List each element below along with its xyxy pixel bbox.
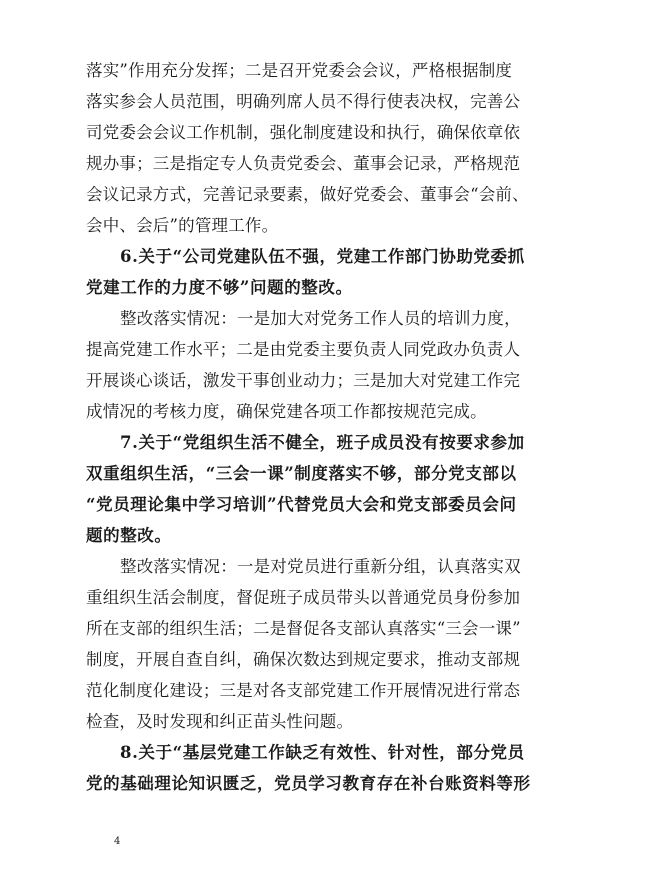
section-heading-line: 党的基础理论知识匮乏，党员学习教育存在补台账资料等形 [86,774,531,793]
body-text-line: 制度，开展自查自纠，确保次数达到规定要求，推动支部规 [86,650,521,669]
body-text-line: 会中、会后”的管理工作。 [86,216,279,235]
body-text-line: 落实”作用充分发挥；二是召开党委会会议，严格根据制度 [86,61,513,80]
body-text-line: 规办事；三是指定专人负责党委会、董事会记录，严格规范 [86,154,521,173]
body-text-line: 会议记录方式，完善记录要素，做好党委会、董事会“会前、 [86,185,529,204]
body-text-line: 重组织生活会制度，督促班子成员带头以普通党员身份参加 [86,588,521,607]
section-heading-line: 8.关于“基层党建工作缺乏有效性、针对性，部分党员 [120,743,525,762]
document-body [86,55,556,799]
body-text-line: 整改落实情况：一是加大对党务工作人员的培训力度， [120,309,521,328]
section-heading-line: 7.关于“党组织生活不健全，班子成员没有按要求参加 [120,433,525,452]
body-text-line: 落实参会人员范围，明确列席人员不得行使表决权，完善公 [86,92,521,111]
body-text-line: 司党委会会议工作机制，强化制度建设和执行，确保依章依 [86,123,521,142]
section-heading-line: “党员理论集中学习培训”代替党员大会和党支部委员会问 [86,495,517,514]
section-heading-line: 党建工作的力度不够”问题的整改。 [86,278,353,297]
section-heading-line: 6.关于“公司党建队伍不强，党建工作部门协助党委抓 [120,247,525,266]
body-text-line: 范化制度化建设；三是对各支部党建工作开展情况进行常态 [86,681,521,700]
section-heading-line: 双重组织生活，“三会一课”制度落实不够，部分党支部以 [86,464,517,483]
section-heading-line: 题的整改。 [86,526,172,545]
body-text-line: 开展谈心谈话，激发干事创业动力；三是加大对党建工作完 [86,371,521,390]
body-text-line: 提高党建工作水平；二是由党委主要负责人同党政办负责人 [86,340,521,359]
body-text-line: 成情况的考核力度，确保党建各项工作都按规范完成。 [86,402,487,421]
page-number: 4 [114,836,121,847]
body-text-line: 整改落实情况：一是对党员进行重新分组，认真落实双 [120,557,521,576]
body-text-line: 检查，及时发现和纠正苗头性问题。 [86,712,354,731]
body-text-line: 所在支部的组织生活；二是督促各支部认真落实“三会一课” [86,619,521,638]
